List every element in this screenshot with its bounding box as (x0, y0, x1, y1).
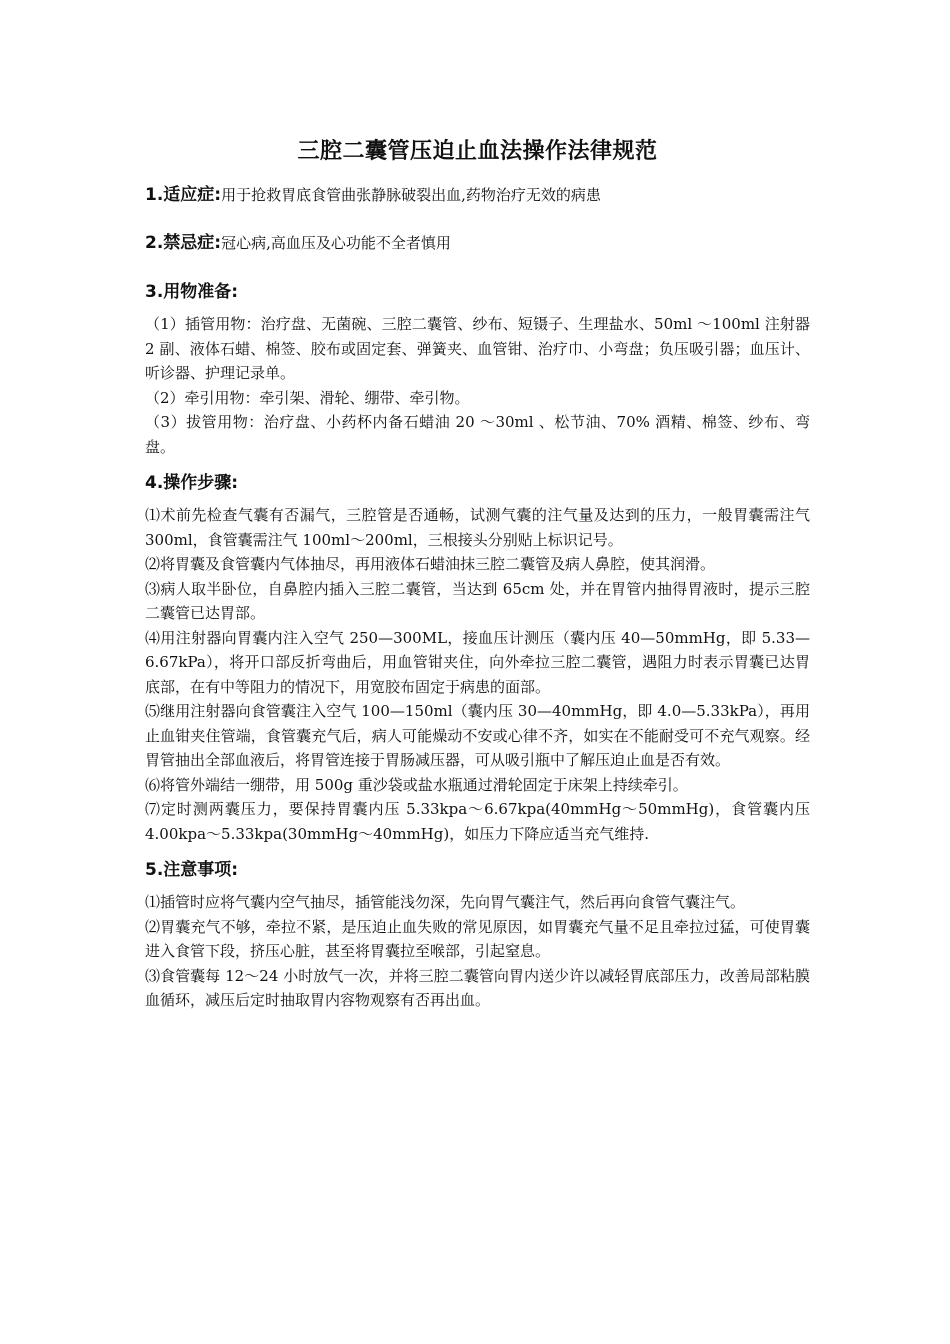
note-item: ⑶食管囊每 12～24 小时放气一次，并将三腔二囊管向胃内送少许以减轻胃底部压力，改善局部粘膜血循环，减压后定时抽取胃内容物观察有否再出血。 (145, 966, 810, 1009)
note-item: ⑴插管时应将气囊内空气抽尽，插管能浅勿深，先向胃气囊注气，然后再向食管气囊注气。 (145, 893, 746, 911)
step-item: ⑷用注射器向胃囊内注入空气 250—300ML，接血压计测压（囊内压 40—50mmHg，即 5.33—6.67kPa），将开口部反折弯曲后，用血管钳夹住，向外牵拉三腔二囊管，遇阻力时表示胃囊已达胃底部，在有中等阻力的情况下，用宽胶布固定于病患的面部。 (145, 628, 810, 696)
document-title: 三腔二囊管压迫止血法操作法律规范 (297, 139, 658, 164)
step-item: ⑶病人取半卧位，自鼻腔内插入三腔二囊管，当达到 65cm 处，并在胃管内抽得胃液时，提示三腔二囊管已达胃部。 (145, 579, 810, 622)
supplies-item: （2）牵引用物：牵引架、滑轮、绷带、牵引物。 (145, 388, 470, 407)
supplies-item: （1）插管用物：治疗盘、无菌碗、三腔二囊管、纱布、短镊子、生理盐水、50ml ～100ml 注射器 2 副、液体石蜡、棉签、胶布或固定套、弹簧夹、血管钳、治疗巾、小弯盘；负压吸引器；血压计、听诊器、护理记录单。 (145, 315, 810, 382)
notes-heading: 5.注意事项: (145, 860, 239, 880)
indication-section (145, 182, 810, 208)
steps-heading: 4.操作步骤: (145, 473, 239, 493)
document-page (145, 132, 810, 1023)
step-item: ⑺定时测两囊压力，要保持胃囊内压 5.33kpa～6.67kpa(40mmHg～50mmHg)，食管囊内压 4.00kpa～5.33kpa(30mmHg～40mmHg)，如压力下降应适当充气维持. (145, 800, 810, 843)
indication-heading: 1.适应症: (145, 185, 222, 205)
notes-section (145, 856, 810, 1013)
contraindication-section (145, 230, 810, 256)
step-item: ⑴术前先检查气囊有否漏气，三腔管是否通畅，试测气囊的注气量及达到的压力，一般胃囊需注气 300ml，食管囊需注气 100ml～200ml，三根接头分别贴上标识记号。 (145, 506, 810, 549)
supplies-heading: 3.用物准备: (145, 282, 239, 302)
supplies-section (145, 278, 810, 459)
step-item: ⑵将胃囊及食管囊内气体抽尽，再用液体石蜡油抹三腔二囊管及病人鼻腔，使其润滑。 (145, 555, 716, 573)
indication-text: 用于抢救胃底食管曲张静脉破裂出血,药物治疗无效的病患 (221, 186, 601, 204)
contraindication-heading: 2.禁忌症: (145, 233, 222, 253)
note-item: ⑵胃囊充气不够，牵拉不紧，是压迫止血失败的常见原因，如胃囊充气量不足且牵拉过猛，可使胃囊进入食管下段，挤压心脏，甚至将胃囊拉至喉部，引起窒息。 (145, 917, 810, 960)
contraindication-text: 冠心病,高血压及心功能不全者慎用 (221, 234, 451, 252)
step-item: ⑹将管外端结一绷带，用 500g 重沙袋或盐水瓶通过滑轮固定于床架上持续牵引。 (145, 775, 688, 794)
steps-section (145, 469, 810, 846)
supplies-item: （3）拔管用物：治疗盘、小药杯内备石蜡油 20 ～30ml 、松节油、70% 酒精、棉签、纱布、弯盘。 (145, 413, 810, 456)
step-item: ⑸继用注射器向食管囊注入空气 100—150ml（囊内压 30—40mmHg，即 4.0—5.33kPa），再用止血钳夹住管端，食管囊充气后，病人可能燥动不安或心律不齐，如实在不能耐受可不充气观察。经胃管抽出全部血液后，将胃管连接于胃肠减压器，可从吸引瓶中了解压迫止血是否有效。 (145, 702, 810, 769)
